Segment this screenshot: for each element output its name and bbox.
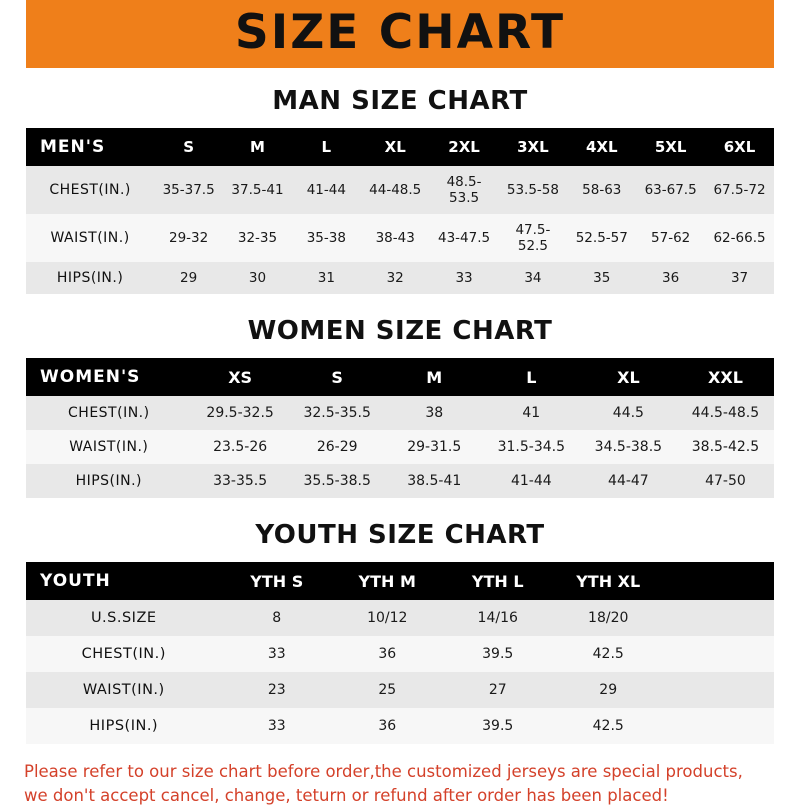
man-size-table: [26, 128, 774, 294]
cell: 10/12: [367, 610, 408, 626]
cell: 39.5: [482, 646, 514, 662]
cell-spacer: [663, 636, 774, 672]
cell: 34.5-38.5: [594, 439, 663, 455]
women-section-title: WOMEN SIZE CHART: [247, 316, 553, 346]
cell: 37.5-41: [231, 182, 284, 198]
cell: 32.5-35.5: [303, 405, 371, 421]
cell: 48.5-53.5: [446, 174, 482, 206]
col-header-spacer: [663, 562, 774, 600]
cell: 35-37.5: [162, 182, 215, 198]
women-table-wrap: [0, 358, 800, 498]
table-header-row: [26, 358, 774, 396]
table-header-row: [26, 562, 774, 600]
col-header-3xl: 3XL: [517, 138, 549, 156]
cell: 38.5-42.5: [691, 439, 760, 455]
cell: 36: [662, 270, 680, 286]
table-row: [26, 262, 774, 294]
table-row: [26, 636, 774, 672]
table-row: [26, 214, 774, 262]
cell: 29: [180, 270, 198, 286]
cell: 44.5-48.5: [691, 405, 760, 421]
cell: 23.5-26: [213, 439, 268, 455]
cell: 42.5: [592, 718, 624, 734]
banner-left-spacer: [0, 0, 26, 68]
col-header-men: MEN'S: [40, 137, 106, 157]
col-header-4xl: 4XL: [585, 138, 618, 156]
table-row: [26, 464, 774, 498]
page-title: SIZE CHART: [234, 4, 566, 60]
cell-spacer: [663, 672, 774, 708]
cell: 29.5-32.5: [206, 405, 274, 421]
cell: 31.5-34.5: [497, 439, 566, 455]
cell: 35: [593, 270, 611, 286]
col-header-2xl: 2XL: [448, 138, 480, 156]
cell: 41-44: [306, 182, 346, 198]
cell: 37: [730, 270, 749, 286]
cell: 23: [267, 682, 286, 698]
table-row: [26, 708, 774, 744]
cell: 53.5-58: [506, 182, 559, 198]
row-label-us-size: U.S.SIZE: [90, 610, 157, 626]
banner-right-spacer: [774, 0, 800, 68]
cell: 67.5-72: [713, 182, 766, 198]
cell: 57-62: [651, 230, 691, 246]
cell: 36: [378, 718, 397, 734]
cell: 35-38: [306, 230, 346, 246]
row-label-chest: CHEST(IN.): [81, 646, 166, 662]
cell: 38-43: [375, 230, 415, 246]
cell: 38.5-41: [407, 473, 462, 489]
cell: 31: [317, 270, 335, 286]
youth-size-table: [26, 562, 774, 744]
cell: 58-63: [582, 182, 622, 198]
col-header-youth: YOUTH: [40, 571, 111, 591]
cell: 29-32: [169, 230, 209, 246]
table-row: [26, 396, 774, 430]
table-row: [26, 430, 774, 464]
col-header-m: M: [250, 138, 265, 156]
policy-note-line-2: we don't accept cancel, change, teturn or refund after order has been placed!: [24, 785, 669, 805]
cell: 47.5-52.5: [515, 222, 551, 254]
cell: 30: [248, 270, 267, 286]
policy-note: [0, 760, 800, 808]
page-banner: [0, 0, 800, 68]
col-header-xxl: XXL: [708, 367, 743, 387]
cell: 44.5: [612, 405, 644, 421]
cell: 25: [378, 682, 397, 698]
cell: 8: [272, 610, 282, 626]
cell: 47-50: [705, 473, 746, 489]
col-header-s: S: [331, 367, 343, 387]
col-header-s: S: [183, 138, 195, 156]
col-header-yth-s: YTH S: [250, 571, 304, 591]
row-label-chest: CHEST(IN.): [49, 182, 131, 198]
man-table-wrap: [0, 128, 800, 294]
row-label-hips: HIPS(IN.): [89, 718, 159, 734]
table-row: [26, 166, 774, 214]
cell: 41-44: [510, 473, 552, 489]
cell: 42.5: [592, 646, 624, 662]
cell: 33: [455, 270, 473, 286]
cell: 44-47: [608, 473, 649, 489]
cell-spacer: [663, 600, 774, 636]
cell: 44-48.5: [369, 182, 422, 198]
youth-section-title: YOUTH SIZE CHART: [255, 520, 545, 550]
row-label-waist: WAIST(IN.): [82, 682, 165, 698]
row-label-hips: HIPS(IN.): [56, 270, 124, 286]
cell: 52.5-57: [575, 230, 628, 246]
row-label-waist: WAIST(IN.): [69, 439, 149, 455]
cell: 32: [386, 270, 404, 286]
cell: 35.5-38.5: [303, 473, 371, 489]
col-header-6xl: 6XL: [723, 138, 756, 156]
cell: 36: [378, 646, 397, 662]
col-header-yth-xl: YTH XL: [576, 571, 641, 591]
cell-spacer: [663, 708, 774, 744]
cell: 18/20: [588, 610, 629, 626]
cell: 34: [524, 270, 542, 286]
cell: 41: [522, 405, 541, 421]
cell: 33: [267, 718, 286, 734]
cell: 29: [599, 682, 618, 698]
cell: 43-47.5: [438, 230, 491, 246]
cell: 26-29: [316, 439, 358, 455]
col-header-womens: WOMEN'S: [40, 367, 141, 387]
policy-note-line-1: Please refer to our size chart before order,the customized jerseys are special products,: [24, 762, 743, 781]
youth-table-wrap: [0, 562, 800, 744]
row-label-waist: WAIST(IN.): [50, 230, 130, 246]
cell: 38: [425, 405, 444, 421]
cell: 33-35.5: [213, 473, 268, 489]
table-row: [26, 672, 774, 708]
cell: 33: [267, 646, 286, 662]
col-header-yth-l: YTH L: [471, 571, 524, 591]
col-header-xl: XL: [384, 138, 406, 156]
cell: 62-66.5: [713, 230, 766, 246]
col-header-yth-m: YTH M: [358, 571, 416, 591]
cell: 63-67.5: [644, 182, 697, 198]
col-header-xs: XS: [228, 367, 253, 387]
row-label-chest: CHEST(IN.): [68, 405, 150, 421]
col-header-m: M: [426, 367, 443, 387]
col-header-xl: XL: [617, 367, 640, 387]
col-header-5xl: 5XL: [654, 138, 687, 156]
man-section-title: MAN SIZE CHART: [272, 86, 528, 116]
cell: 32-35: [237, 230, 278, 246]
cell: 39.5: [482, 718, 514, 734]
col-header-l: L: [526, 367, 537, 387]
table-row: [26, 600, 774, 636]
row-label-hips: HIPS(IN.): [75, 473, 143, 489]
col-header-l: L: [321, 138, 332, 156]
table-header-row: [26, 128, 774, 166]
cell: 27: [488, 682, 507, 698]
cell: 29-31.5: [407, 439, 462, 455]
cell: 14/16: [477, 610, 518, 626]
women-size-table: [26, 358, 774, 498]
